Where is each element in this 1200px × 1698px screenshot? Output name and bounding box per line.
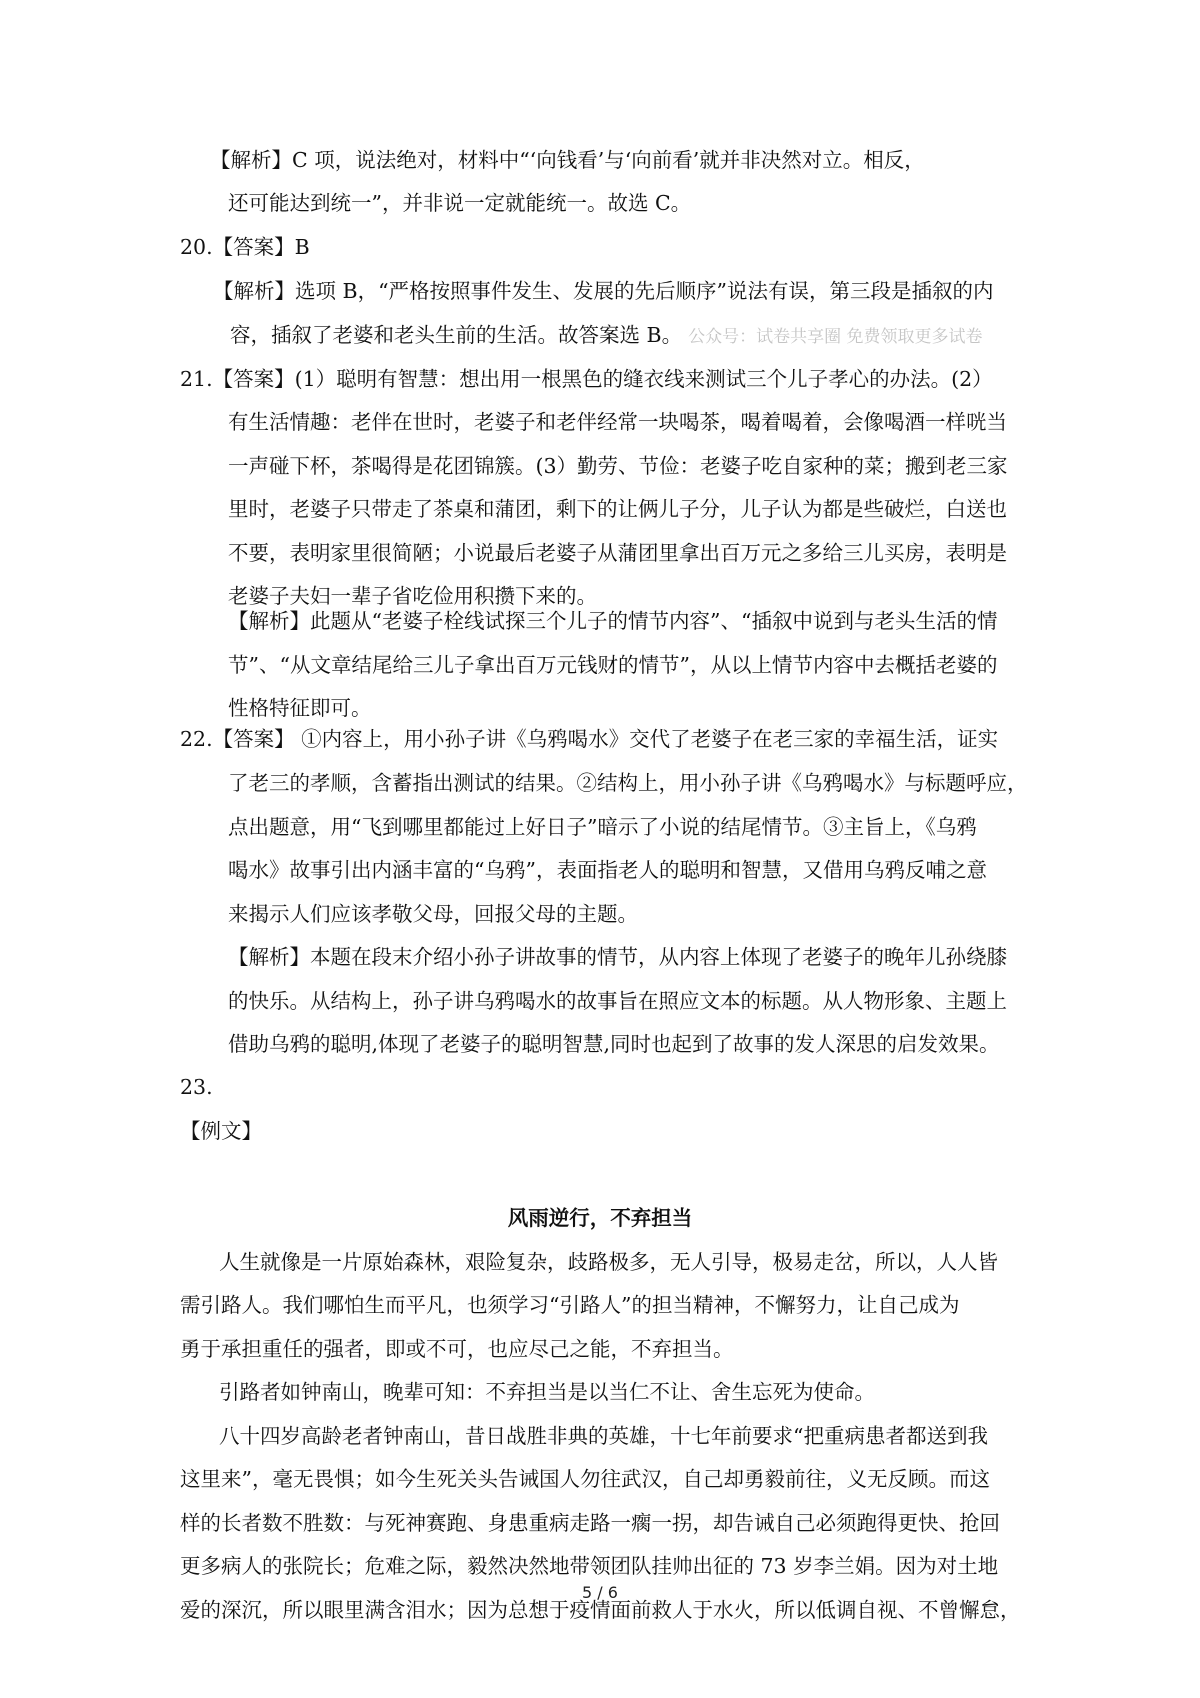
text-line: 节”、“从文章结尾给三儿子拿出百万元钱财的情节”，从以上情节内容中去概括老婆的 <box>228 652 998 677</box>
essay-title: 风雨逆行，不弃担当 <box>507 1206 693 1230</box>
text-line: 里时，老婆子只带走了茶桌和蒲团，剩下的让俩儿子分，儿子认为都是些破烂，白送也 <box>228 497 1007 522</box>
text-line: 引路者如钟南山，晚辈可知：不弃担当是以当仁不让、舍生忘死为使命。 <box>219 1380 875 1404</box>
text-line: 这里来”，毫无畏惧；如今生死关头告诫国人勿往武汉，自己却勇毅前往，义无反顾。而这 <box>180 1467 990 1491</box>
q20-analysis <box>213 270 994 314</box>
page-number: 5 / 6 <box>582 1583 618 1602</box>
text-line: 【解析】此题从“老婆子栓线试探三个儿子的情节内容”、“插叙中说到与老头生活的情 <box>228 609 998 633</box>
text-line: 点出题意，用“飞到哪里都能过上好日子”暗示了小说的结尾情节。③主旨上，《乌鸦 <box>228 814 977 839</box>
essay-paragraph-1-cont <box>180 1284 959 1371</box>
text-line: 20.【答案】B <box>180 235 310 259</box>
text-line: 还可能达到统一”，并非说一定就能统一。故选 C。 <box>228 191 692 215</box>
text-line: 样的长者数不胜数：与死神赛跑、身患重病走路一瘸一拐，却告诫自己必须跑得更快、抢回 <box>180 1510 1000 1535</box>
q23-number <box>180 1066 213 1110</box>
q20-analysis-cont <box>230 314 983 358</box>
text-line: 一声碰下杯，茶喝得是花团锦簇。(3）勤劳、节俭：老婆子吃自家种的菜；搬到老三家 <box>228 453 1008 478</box>
essay-paragraph-2 <box>219 1371 875 1415</box>
q19-analysis <box>210 139 925 183</box>
q22-analysis <box>228 936 1007 1067</box>
text-line: 23. <box>180 1075 213 1099</box>
text-line: 人生就像是一片原始森林，艰险复杂，歧路极多，无人引导，极易走岔，所以，人人皆 <box>219 1250 998 1274</box>
text-line <box>230 314 983 358</box>
text-line: 性格特征即可。 <box>228 696 372 721</box>
essay-paragraph-1 <box>219 1241 998 1285</box>
text-line: 【解析】选项 B，“严格按照事件发生、发展的先后顺序”说法有误，第三段是插叙的内 <box>213 279 994 303</box>
text-line: 更多病人的张院长；危难之际，毅然决然地带领团队挂帅出征的 73 岁李兰娟。因为对土地 <box>180 1554 999 1579</box>
text-line: 老婆子夫妇一辈子省吃俭用积攒下来的。 <box>228 584 597 609</box>
q21-answer <box>180 358 993 402</box>
q21-answer-cont <box>228 401 1008 619</box>
essay-paragraph-3 <box>219 1415 988 1459</box>
essay-paragraph-3-cont <box>180 1458 1021 1632</box>
watermark-text: 公众号：试卷共享圈 免费领取更多试卷 <box>688 327 983 347</box>
text-line: 借助乌鸦的聪明,体现了老婆子的聪明智慧,同时也起到了故事的发人深思的启发效果。 <box>228 1032 1000 1057</box>
text-line: 【例文】 <box>180 1119 262 1143</box>
text-line: 勇于承担重任的强者，即或不可，也应尽己之能，不弃担当。 <box>180 1336 734 1361</box>
example-label <box>180 1110 262 1154</box>
text-line: 需引路人。我们哪怕生而平凡，也须学习“引路人”的担当精神，不懈努力，让自己成为 <box>180 1293 960 1317</box>
q21-analysis <box>228 600 997 731</box>
text-line: 21.【答案】(1）聪明有智慧：想出用一根黑色的缝衣线来测试三个儿子孝心的办法。(2） <box>180 367 993 391</box>
text-line: 八十四岁高龄老者钟南山，昔日战胜非典的英雄，十七年前要求“把重病患者都送到我 <box>219 1424 988 1448</box>
q19-analysis-cont <box>228 182 691 226</box>
text-segment: 容，插叙了老婆和老头生前的生活。故答案选 B。 <box>230 323 683 347</box>
text-line: 爱的深沉，所以眼里满含泪水；因为总想于疫情面前救人于水火，所以低调自视、不曾懈怠， <box>180 1597 1021 1622</box>
text-line: 喝水》故事引出内涵丰富的“乌鸦”，表面指老人的聪明和智慧，又借用乌鸦反哺之意 <box>228 858 987 883</box>
text-line: 【解析】C 项，说法绝对，材料中“‘向钱看’与‘向前看’就并非决然对立。相反， <box>210 148 925 172</box>
text-line: 不要，表明家里很简陋；小说最后老婆子从蒲团里拿出百万元之多给三儿买房，表明是 <box>228 540 1007 565</box>
text-line: 的快乐。从结构上，孙子讲乌鸦喝水的故事旨在照应文本的标题。从人物形象、主题上 <box>228 988 1007 1013</box>
text-line: 【解析】本题在段末介绍小孙子讲故事的情节，从内容上体现了老婆子的晚年儿孙绕膝 <box>228 945 1007 969</box>
text-line: 了老三的孝顺，含蓄指出测试的结果。②结构上，用小孙子讲《乌鸦喝水》与标题呼应， <box>228 771 1028 795</box>
text-line: 22.【答案】 ①内容上，用小孙子讲《乌鸦喝水》交代了老婆子在老三家的幸福生活，证实 <box>180 727 999 751</box>
text-line: 来揭示人们应该孝敬父母，回报父母的主题。 <box>228 901 638 926</box>
q22-answer <box>180 718 998 762</box>
text-line: 有生活情趣：老伴在世时，老婆子和老伴经常一块喝茶，喝着喝着，会像喝酒一样咣当 <box>228 410 1007 434</box>
q22-answer-cont <box>228 762 1028 936</box>
q20-answer <box>180 226 310 270</box>
